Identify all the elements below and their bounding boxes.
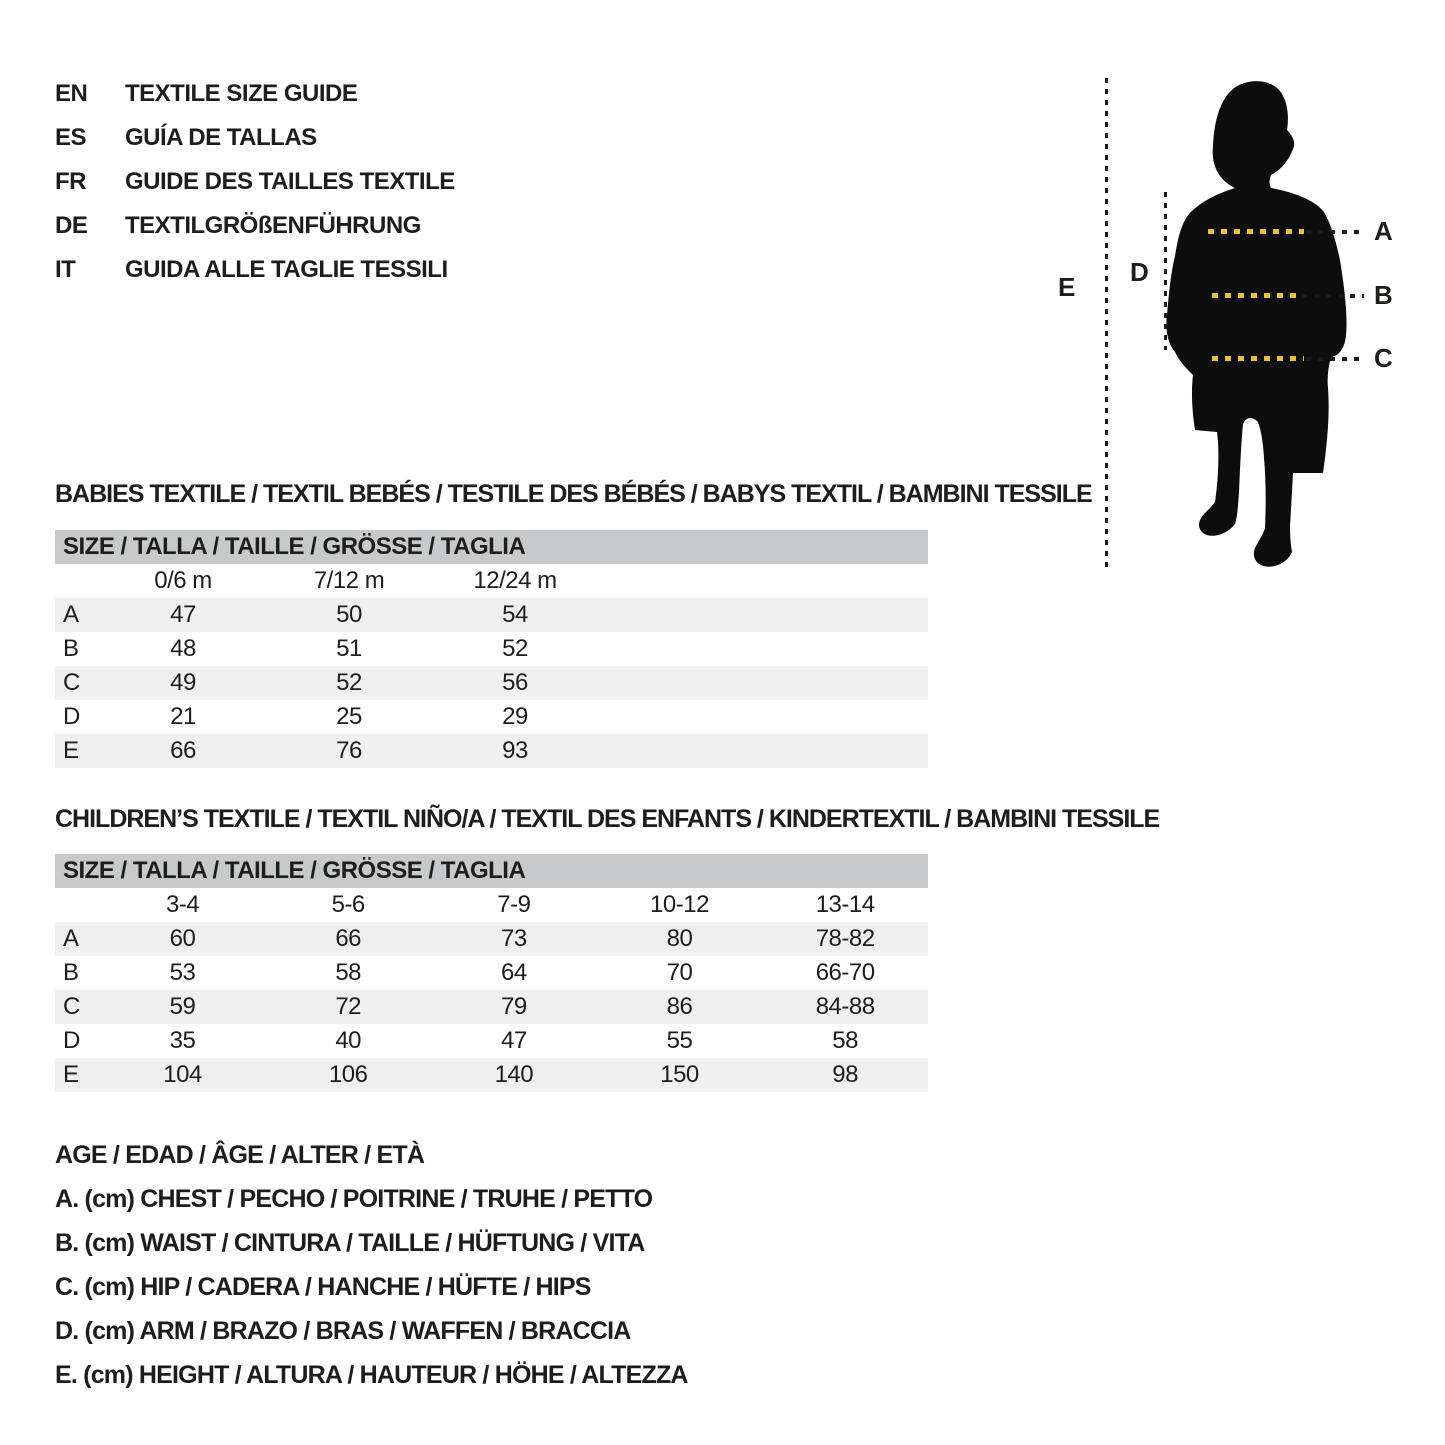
table-row [55,598,928,632]
children-section-title: CHILDREN’S TEXTILE / TEXTIL NIÑO/A / TEXTIL DES ENFANTS / KINDERTEXTIL / BAMBINI TESSILE [55,805,1160,833]
babies-size-table [55,530,928,768]
children-size-header-bar: SIZE / TALLA / TAILLE / GRÖSSE / TAGLIA [55,854,928,888]
table-cell: 76 [336,737,362,764]
row-label: E [63,737,79,764]
row-label: E [63,1061,79,1088]
lang-code: DE [55,212,88,239]
table-cell: 79 [500,993,527,1020]
table-cell: 106 [328,1061,368,1088]
table-cell: 60 [169,925,196,952]
table-cell: 58 [832,1027,858,1054]
lang-title: TEXTILE SIZE GUIDE [125,80,358,107]
hip-measure-dash-c [1212,356,1304,361]
child-silhouette [1155,80,1355,580]
lang-title: TEXTILGRÖßENFÜHRUNG [125,212,421,239]
legend-waist: B. (cm) WAIST / CINTURA / TAILLE / HÜFTUNG / VITA [55,1228,645,1257]
table-cell: 56 [502,669,528,696]
table-cell: 52 [336,669,362,696]
table-cell: 25 [336,703,362,730]
column-header: 13-14 [815,891,875,918]
table-cell: 80 [666,925,693,952]
table-cell: 70 [666,959,693,986]
column-header: 0/6 m [154,567,212,594]
lang-row-es [55,116,455,160]
lang-code: EN [55,80,88,107]
table-cell: 98 [832,1061,858,1088]
children-columns-row [55,888,928,922]
label-b: B [1374,280,1393,310]
row-label: B [63,959,79,986]
lang-title: GUÍA DE TALLAS [125,124,317,151]
column-header: 7/12 m [313,567,385,594]
chest-leader-dots-a [1306,230,1364,234]
table-row [55,666,928,700]
row-label: D [63,1027,80,1054]
lang-title: GUIDE DES TAILLES TEXTILE [125,168,455,195]
table-cell: 51 [336,635,362,662]
table-row [55,734,928,768]
table-cell: 54 [502,601,528,628]
label-a: A [1374,216,1393,246]
lang-code: FR [55,168,86,195]
table-cell: 93 [502,737,528,764]
legend-hip: C. (cm) HIP / CADERA / HANCHE / HÜFTE / HIPS [55,1272,591,1301]
table-cell: 73 [500,925,527,952]
row-label: A [63,925,79,952]
table-cell: 104 [163,1061,202,1088]
babies-size-header-bar: SIZE / TALLA / TAILLE / GRÖSSE / TAGLIA [55,530,928,564]
table-cell: 35 [169,1027,196,1054]
table-cell: 66-70 [815,959,875,986]
chest-measure-dash-a [1208,229,1304,234]
table-cell: 52 [502,635,528,662]
lang-code: ES [55,124,87,151]
table-cell: 66 [170,737,196,764]
table-row [55,1058,928,1092]
table-row [55,990,928,1024]
row-label: C [63,669,80,696]
label-e: E [1058,272,1075,302]
lang-row-fr [55,160,455,204]
lang-row-it [55,248,455,292]
label-d: D [1130,257,1149,287]
lang-title: GUIDA ALLE TAGLIE TESSILI [125,256,448,283]
measurement-legend [55,1133,688,1397]
waist-leader-dots-b [1302,294,1364,298]
table-cell: 84-88 [815,993,875,1020]
row-label: D [63,703,80,730]
legend-height: E. (cm) HEIGHT / ALTURA / HAUTEUR / HÖHE / ALTEZZA [55,1360,688,1389]
table-cell: 50 [336,601,362,628]
column-header: 7-9 [497,891,531,918]
table-row [55,956,928,990]
table-cell: 55 [666,1027,693,1054]
table-cell: 78-82 [815,925,875,952]
table-cell: 47 [170,601,196,628]
table-cell: 150 [660,1061,699,1088]
table-cell: 59 [169,993,196,1020]
table-cell: 140 [494,1061,534,1088]
row-label: C [63,993,80,1020]
table-cell: 66 [335,925,362,952]
table-cell: 49 [170,669,196,696]
babies-columns-row [55,564,928,598]
table-cell: 53 [169,959,196,986]
table-cell: 64 [500,959,527,986]
row-label: B [63,635,79,662]
language-title-block [55,72,455,292]
children-size-table [55,854,928,1092]
table-row [55,1024,928,1058]
lang-code: IT [55,256,76,283]
column-header: 12/24 m [473,567,557,594]
label-c: C [1374,343,1393,373]
column-header: 10-12 [650,891,709,918]
table-cell: 58 [335,959,362,986]
table-cell: 47 [500,1027,527,1054]
table-row [55,922,928,956]
column-header: 3-4 [165,891,200,918]
table-cell: 21 [170,703,196,730]
waist-measure-dash-b [1212,293,1300,298]
height-measure-line-e [1105,78,1108,572]
row-label: A [63,601,79,628]
table-cell: 40 [335,1027,362,1054]
babies-section-title: BABIES TEXTILE / TEXTIL BEBÉS / TESTILE DES BÉBÉS / BABYS TEXTIL / BAMBINI TESSILE [55,480,1092,508]
hip-leader-dots-c [1306,357,1362,361]
table-cell: 48 [170,635,196,662]
table-cell: 29 [502,703,528,730]
lang-row-de [55,204,455,248]
legend-arm: D. (cm) ARM / BRAZO / BRAS / WAFFEN / BRACCIA [55,1316,631,1345]
table-row [55,700,928,734]
column-header: 5-6 [331,891,365,918]
arm-measure-line-d [1164,192,1167,350]
legend-chest: A. (cm) CHEST / PECHO / POITRINE / TRUHE / PETTO [55,1184,653,1213]
table-cell: 72 [335,993,362,1020]
lang-row-en [55,72,455,116]
table-row [55,632,928,666]
table-cell: 86 [666,993,693,1020]
legend-age: AGE / EDAD / ÂGE / ALTER / ETÀ [55,1140,425,1169]
